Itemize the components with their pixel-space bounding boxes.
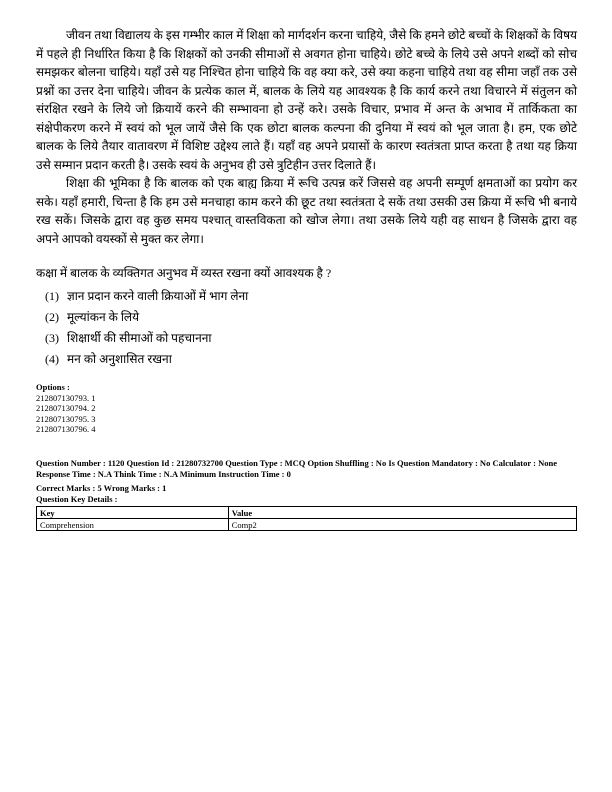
option-text-1: ज्ञान प्रदान करने वाली क्रियाओं में भाग लेना	[67, 289, 249, 303]
option-text-4: मन को अनुशासित रखना	[67, 352, 172, 366]
comprehension-passage	[36, 26, 577, 248]
option-number-4: (4)	[45, 352, 59, 366]
key-details-label: Question Key Details :	[36, 494, 118, 505]
question-metadata-block	[36, 458, 577, 531]
option-row-1	[36, 286, 577, 307]
key-table-cell-key: Comprehension	[37, 519, 229, 531]
key-table-header-value: Value	[228, 507, 576, 519]
option-id-2: 212807130794. 2	[36, 403, 96, 414]
options-ids-label: Options :	[36, 382, 70, 392]
option-number-1: (1)	[45, 289, 59, 303]
option-id-4: 212807130796. 4	[36, 423, 96, 434]
passage-paragraph-2: शिक्षा की भूमिका है कि बालक को एक बाह्य क्रिया में रूचि उत्पन्न करें जिससे वह अपनी सम्पूर्ण क्षमताओं का प्रयोग कर सके। यहाँ हमारी, चिन्ता है कि हम उसे मनचाहा काम करने की छूट तथा स्वतंत्रता दे सकें तथा उसकी उस क्रिया में रूचि भी बनाये रख सकें। जिसके द्वारा वह कुछ समय पश्चात् वास्तविकता को खोज लेगा। तथा उसके लिये यही वह साधन है जिसके द्वारा वह अपने आपको वयस्कों से मुक्त कर लेगा।	[36, 176, 577, 246]
option-text-2: मूल्यांकन के लिये	[67, 310, 140, 324]
option-row-2	[36, 307, 577, 328]
option-id-1: 212807130793. 1	[36, 393, 96, 403]
marks-line: Correct Marks : 5 Wrong Marks : 1	[36, 483, 167, 494]
options-id-section	[36, 382, 577, 434]
question-info-line: Question Number : 1120 Question Id : 21280732700 Question Type : MCQ Option Shuffling : No Is Question Mandatory : No Calculator : None Response Time : N.A Think Time : N.A Minimum Instruction Time : 0	[36, 458, 557, 480]
key-table-data-row	[37, 519, 577, 531]
option-text-3: शिक्षार्थी की सीमाओं को पहचानना	[67, 331, 212, 345]
option-number-3: (3)	[45, 331, 59, 345]
passage-paragraph-1: जीवन तथा विद्यालय के इस गम्भीर काल में शिक्षा को मार्गदर्शन करना चाहिये, जैसे कि हमने छोटे बच्चों के शिक्षकों के विषय में पहले ही निर्धारित किया है कि शिक्षकों को उनकी सीमाओं से अवगत होना चाहिये। छोटे बच्चे के लिये उसे अपने शब्दों को सोच समझकर बोलना चाहिये। यहाँ उसे यह निश्चित होना चाहिये कि वह क्या करे, उसे क्या कहना चाहिये तथा वह सीमा जहाँ तक उसे प्रश्नों का उत्तर देना चाहिये। जीवन के प्रत्येक काल में, बालक के लिये यह आवश्यक है कि कार्य करने तथा विचारने में संतुलन को संरक्षित रखने के लिये जो क्रियायें करने की सम्भावना हो उन्हें करे। उसके विचार, प्रभाव में अन्त के अभाव में तार्किकता का संक्षेपीकरण करने में स्वयं को भूल जायें जैसे कि एक छोटा बालक कल्पना की दुनिया में स्वयं को भूल जाता है। हम, एक छोटे बालक के लिये तैयार वातावरण में विशिष्ट उद्देश्य लाते हैं। यहाँ वह अपने प्रयासों के कारण स्वतंत्रता प्राप्त करता है तथा यह क्रिया उसे सम्मान प्रदान करती है। उसके स्वयं के अनुभव ही उसे त्रुटिहीन उत्तर दिलाते हैं।	[36, 28, 577, 172]
mcq-options-list	[36, 286, 577, 370]
option-id-3: 212807130795. 3	[36, 413, 96, 424]
option-row-3	[36, 328, 577, 349]
option-row-4	[36, 349, 577, 370]
question-text: कक्षा में बालक के व्यक्तिगत अनुभव में व्यस्त रखना क्यों आवश्यक है ?	[36, 266, 332, 280]
key-table-cell-value: Comp2	[228, 519, 576, 531]
key-table-header-key: Key	[37, 507, 229, 519]
question-key-table	[36, 506, 577, 531]
option-number-2: (2)	[45, 310, 59, 324]
key-table-header-row	[37, 507, 577, 519]
